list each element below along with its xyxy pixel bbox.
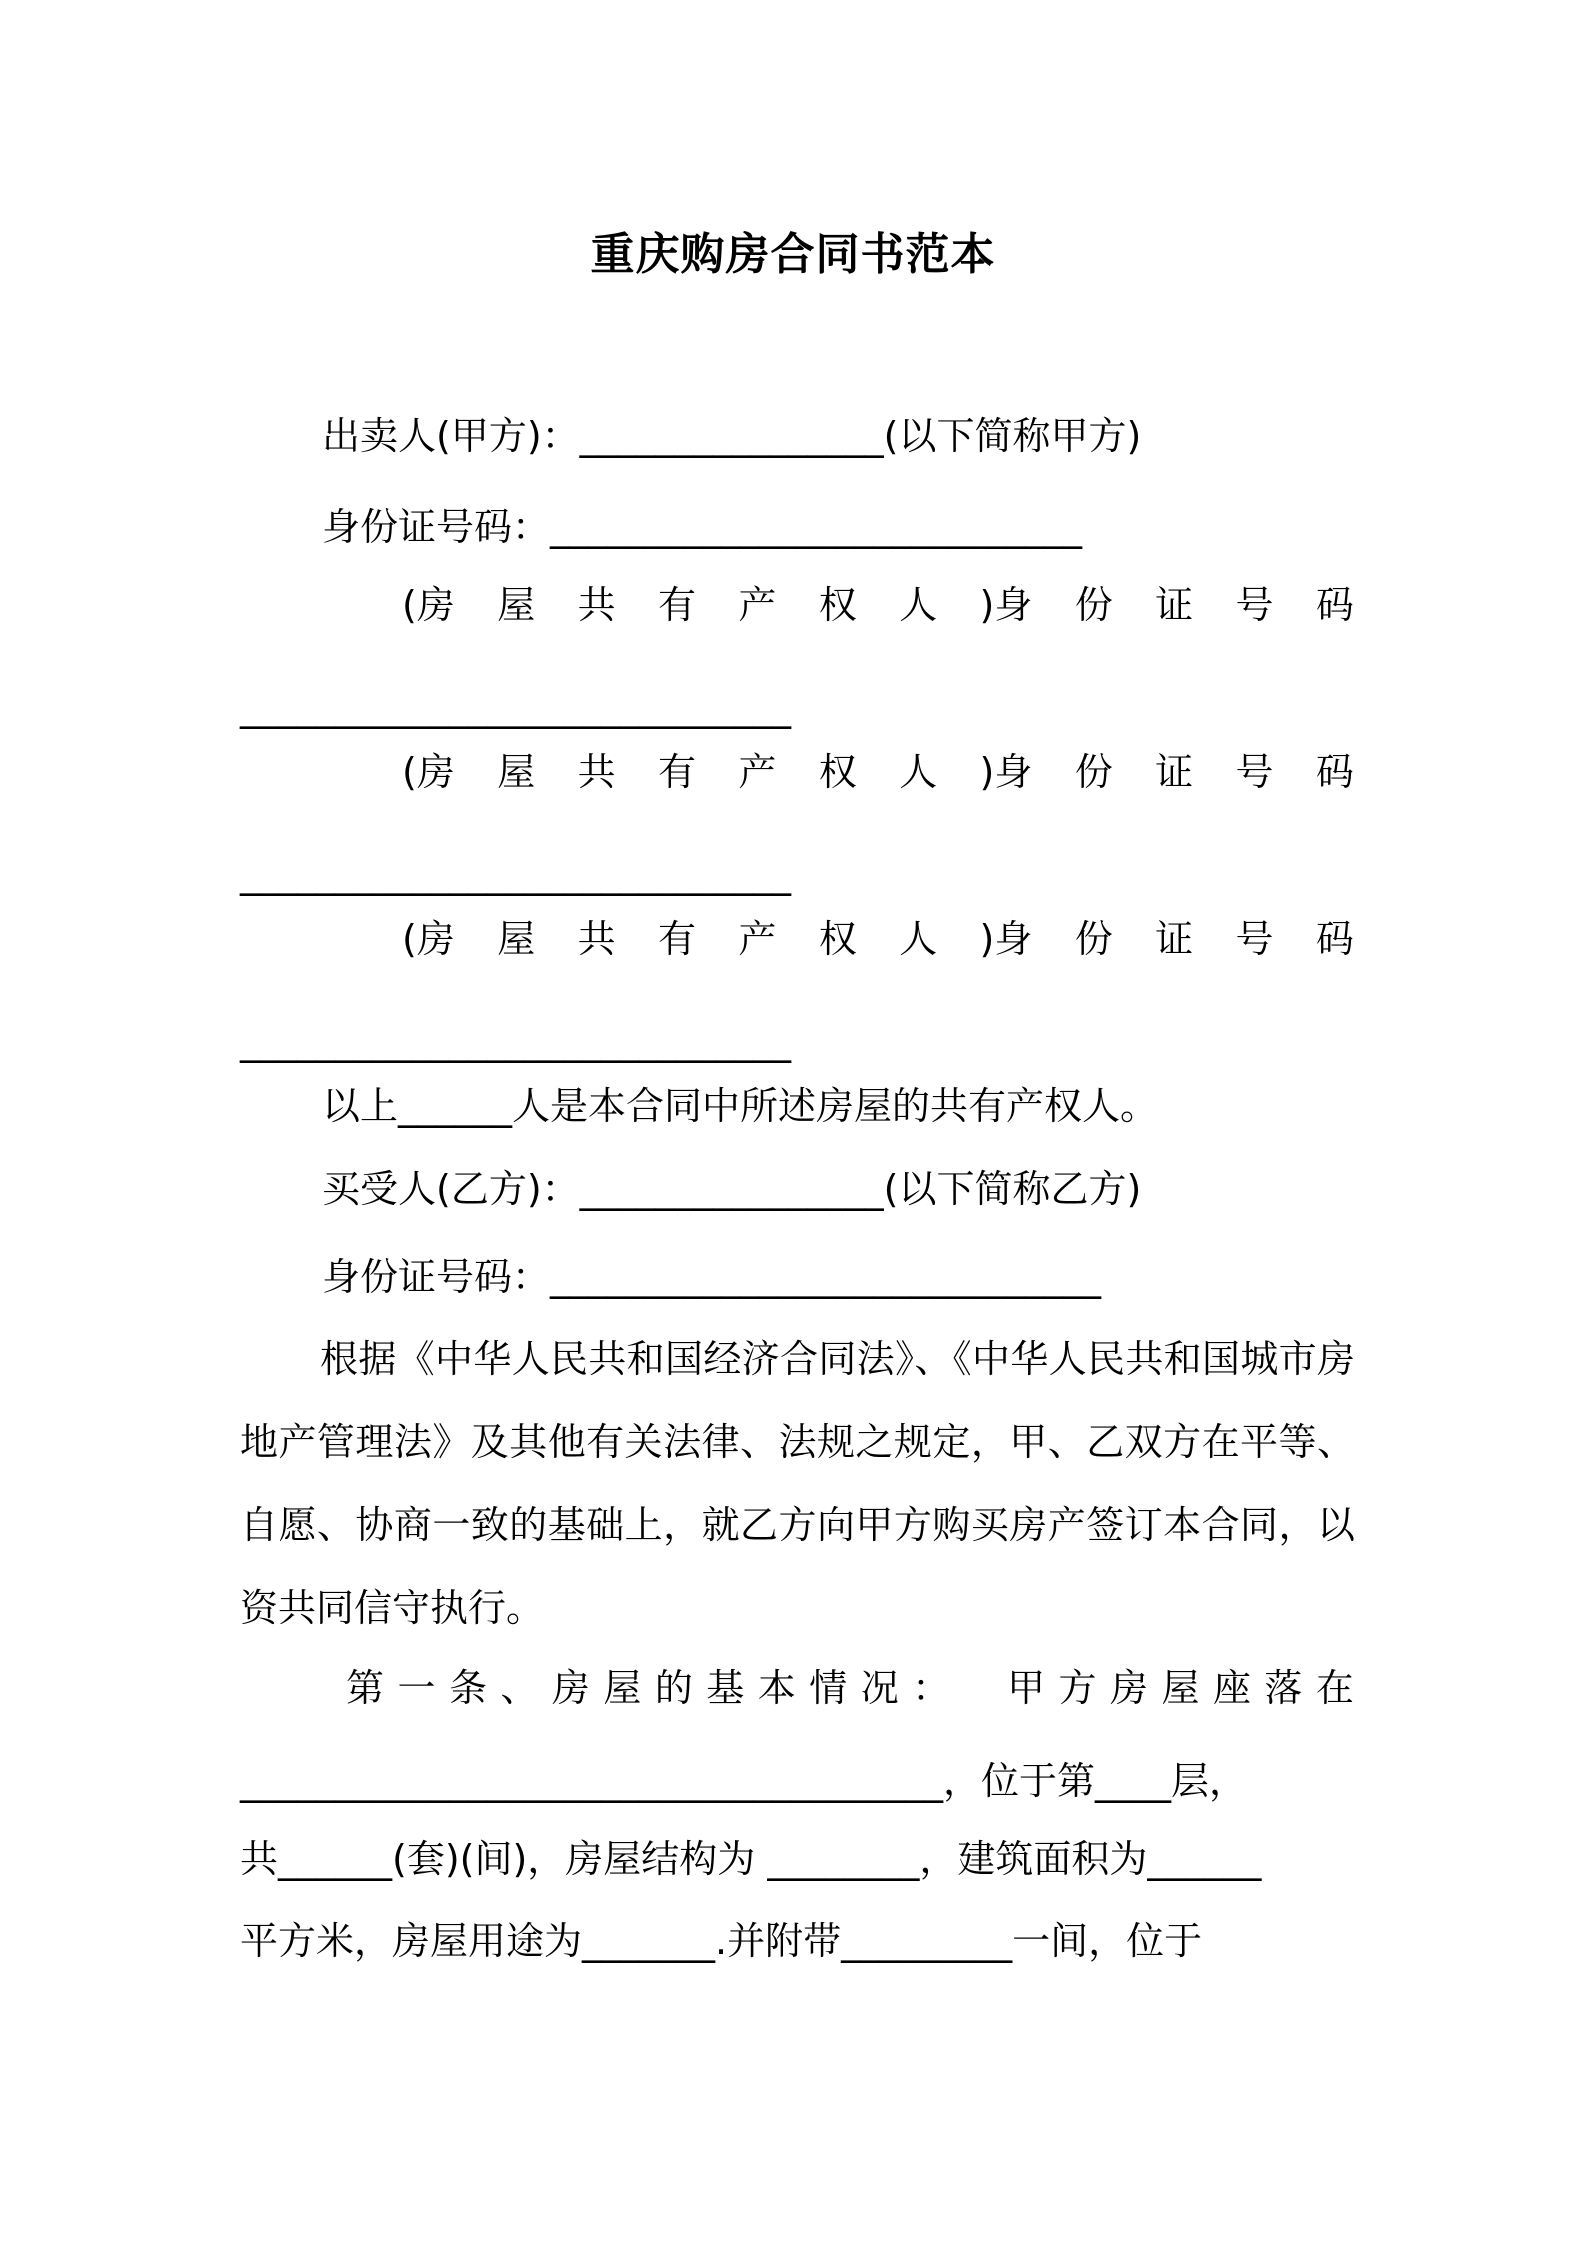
co-owner-id-label-3: (房 屋 共 有 产 权 人 )身 份 证 号 码 — [402, 917, 1354, 961]
document-title: 重庆购房合同书范本 — [590, 229, 996, 280]
article-1-line-2: _____________________________________，位于第____层， — [240, 1759, 1248, 1803]
article-1-line-4: 平方米，房屋用途为_______.并附带_________一间，位于 — [240, 1919, 1203, 1963]
co-owner-id-blank-2: _____________________________ — [240, 852, 791, 896]
co-owner-id-label-2: (房 屋 共 有 产 权 人 )身 份 证 号 码 — [402, 750, 1354, 794]
co-owner-id-blank-1: _____________________________ — [240, 685, 791, 729]
co-owners-note: 以上______人是本合同中所述房屋的共有产权人。 — [322, 1084, 1159, 1128]
seller-line: 出卖人(甲方)：________________(以下简称甲方) — [322, 414, 1142, 458]
buyer-line: 买受人(乙方)：________________(以下简称乙方) — [322, 1167, 1142, 1211]
article-1-heading: 第 一 条 、 房 屋 的 基 本 情 况 ： 甲 方 房 屋 座 落 在 — [346, 1666, 1354, 1710]
article-1-line-3: 共______(套)(间)，房屋结构为 ________，建筑面积为______ — [240, 1837, 1262, 1881]
basis-paragraph: 根据《中华人民共和国经济合同法》、《中华人民共和国城市房地产管理法》及其他有关法律、法规之规定，甲、乙双方在平等、自愿、协商一致的基础上，就乙方向甲方购买房产签订本合同，以资共同信守执行。 — [240, 1337, 1355, 1630]
buyer-id-line: 身份证号码：_____________________________ — [322, 1255, 1102, 1299]
co-owner-id-blank-3: _____________________________ — [240, 1019, 791, 1063]
co-owner-id-label-1: (房 屋 共 有 产 权 人 )身 份 证 号 码 — [402, 583, 1354, 627]
seller-id-line: 身份证号码：____________________________ — [322, 505, 1083, 549]
